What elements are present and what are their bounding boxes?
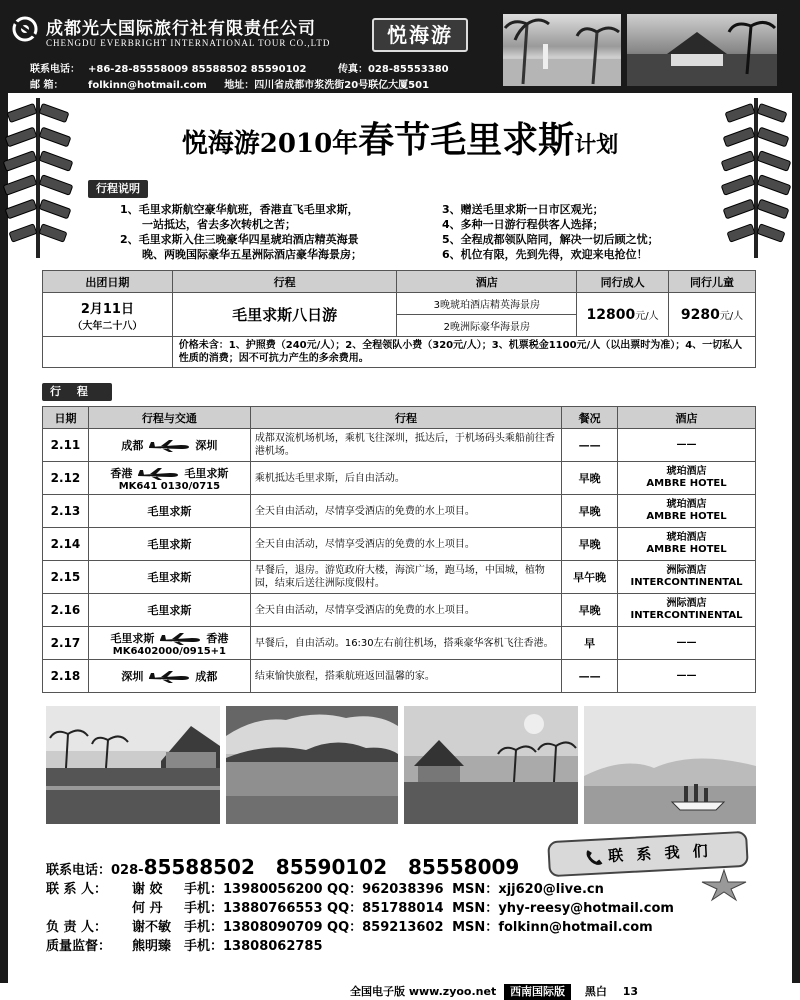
departure-date: 2月11日 (80, 301, 134, 317)
contact-us-label: 联 系 我 们 (607, 841, 713, 866)
itinerary-row (43, 528, 756, 561)
adult-price-unit: 元/人 (635, 310, 659, 322)
col-header: 出团日期 (43, 271, 173, 293)
col-header: 行程 (172, 271, 397, 293)
hotel-name-cn: —— (676, 637, 697, 648)
itinerary-table (42, 406, 756, 693)
route-from: 毛里求斯 (110, 631, 155, 645)
hotel-name-en: INTERCONTINENTAL (630, 610, 743, 621)
page-title (110, 112, 690, 164)
title-part-1: 悦海游2010年 (181, 129, 359, 159)
route-from: 毛里求斯 (147, 571, 192, 584)
hotel-name-en: AMBRE HOTEL (646, 478, 727, 489)
itinerary-meal: 早 (562, 627, 618, 660)
plane-icon (136, 467, 180, 481)
itinerary-hotel (618, 528, 756, 561)
contact-email-line (30, 76, 429, 91)
itinerary-hotel (618, 594, 756, 627)
itinerary-hotel (618, 462, 756, 495)
itinerary-date: 2.18 (43, 660, 89, 693)
itinerary-route (88, 462, 250, 495)
contact-name: 谢 姣 (132, 882, 163, 897)
col-header: 酒店 (618, 407, 756, 429)
itinerary-description: 全天自由活动，尽情享受酒店的免费的水上项目。 (250, 594, 561, 627)
footer-color: 黑白 (584, 985, 607, 998)
contact-role: 联 系 人： (46, 882, 108, 897)
contact-qq: 851788014 (362, 901, 444, 916)
departure-date-cell (43, 293, 173, 337)
contact-mobile: 13980056200 (223, 882, 323, 897)
col-header: 行程与交通 (88, 407, 250, 429)
contact-msn-label: MSN： (452, 920, 499, 935)
itinerary-date: 2.11 (43, 429, 89, 462)
itinerary-hotel (618, 660, 756, 693)
company-name-cn: 成都光大国际旅行社有限责任公司 (46, 19, 316, 39)
header-photo-beach (503, 14, 621, 86)
itinerary-date: 2.14 (43, 528, 89, 561)
itinerary-hotel (618, 429, 756, 462)
intro-item: 晚、两晚国际豪华五星洲际酒店豪华海景房； (142, 248, 362, 261)
itinerary-description: 全天自由活动，尽情享受酒店的免费的水上项目。 (250, 495, 561, 528)
itinerary-date: 2.12 (43, 462, 89, 495)
email-value: folkinn@hotmail.com (88, 80, 207, 91)
route-to: 成都 (195, 670, 218, 683)
firecracker-left-icon (0, 98, 78, 258)
hotel-name-cn: 洲际酒店 (666, 565, 707, 576)
itinerary-meal: 早晚 (562, 594, 618, 627)
contact-qq-label: QQ： (327, 920, 363, 935)
title-part-2: 春节毛里求斯 (358, 119, 575, 161)
contact-person-row (46, 880, 674, 899)
itinerary-description: 乘机抵达毛里求斯，后自由活动。 (250, 462, 561, 495)
contact-qq-label: QQ： (327, 882, 363, 897)
itinerary-route (88, 561, 250, 594)
col-header: 酒店 (397, 271, 577, 293)
contact-mobile-label: 手机： (184, 901, 224, 916)
itinerary-row (43, 594, 756, 627)
itinerary-date: 2.13 (43, 495, 89, 528)
adult-price-cell (577, 293, 669, 337)
header-photo-resort (627, 14, 777, 86)
contact-person-row (46, 937, 674, 956)
route-from: 毛里求斯 (147, 538, 192, 551)
contact-phone-value: +86-28-85558009 85588502 85590102 (88, 64, 307, 75)
itinerary-row (43, 660, 756, 693)
itinerary-description: 早餐后，自由活动。16:30左右前往机场，搭乘豪华客机飞往香港。 (250, 627, 561, 660)
contact-qq: 962038396 (362, 882, 444, 897)
contact-msn-label: MSN： (452, 882, 499, 897)
contact-tel-label: 联系电话： (46, 863, 112, 878)
hotel-name-en: AMBRE HOTEL (646, 511, 727, 522)
brand-badge: 悦海游 (372, 18, 468, 52)
hotel-2: 2晚洲际豪华海景房 (397, 315, 577, 337)
photo-resort-pool (46, 706, 220, 824)
itinerary-date: 2.16 (43, 594, 89, 627)
itinerary-hotel (618, 561, 756, 594)
itinerary-route (88, 495, 250, 528)
child-price-unit: 元/人 (719, 310, 744, 322)
itinerary-route (88, 660, 250, 693)
contact-msn: xjj620@live.cn (498, 882, 604, 897)
contact-person-row (46, 918, 674, 937)
hotel-name-en: INTERCONTINENTAL (630, 577, 743, 588)
itinerary-date: 2.15 (43, 561, 89, 594)
contact-person-list (46, 880, 674, 956)
itinerary-meal: —— (562, 429, 618, 462)
contact-mobile-label: 手机： (184, 920, 224, 935)
plane-icon (147, 670, 191, 684)
photo-boat (584, 706, 756, 824)
route-to: 毛里求斯 (184, 466, 229, 480)
contact-mobile-label: 手机： (184, 882, 224, 897)
contact-mobile: 13808062785 (223, 939, 323, 954)
route-from: 深圳 (121, 670, 144, 683)
contact-role: 负 责 人： (46, 920, 108, 935)
flight-number: MK6402000/0915+1 (112, 645, 226, 657)
hotel-name-cn: 琥珀酒店 (666, 532, 707, 543)
intro-item: 5、全程成都领队陪同，解决一切后顾之忧； (442, 233, 659, 246)
itinerary-meal: 早午晚 (562, 561, 618, 594)
photo-lagoon (226, 706, 398, 824)
itinerary-route (88, 594, 250, 627)
contact-tel-numbers: 85588502 85590102 85558009 (143, 855, 520, 879)
intro-item: 6、机位有限，先到先得，欢迎来电抢位！ (442, 248, 648, 261)
itinerary-description: 结束愉快旅程，搭乘航班返回温馨的家。 (250, 660, 561, 693)
col-header: 日期 (43, 407, 89, 429)
plane-icon (147, 439, 191, 453)
itinerary-row (43, 429, 756, 462)
footer-edition: 全国电子版 www.zyoo.net (350, 985, 497, 998)
plane-icon (158, 632, 202, 646)
itinerary-header (43, 407, 756, 429)
footer (350, 984, 638, 1000)
intro-item: 一站抵达，省去多次转机之苦； (142, 218, 296, 231)
contact-name: 谢不敏 (132, 920, 172, 935)
header-banner (0, 0, 800, 93)
itinerary-meal: 早晚 (562, 462, 618, 495)
footer-page-number: 13 (622, 985, 639, 998)
col-header: 同行成人 (577, 271, 669, 293)
hotel-name-cn: —— (676, 439, 697, 450)
price-table (42, 270, 756, 368)
itinerary-date: 2.17 (43, 627, 89, 660)
itinerary-section-label: 行 程 (42, 383, 112, 401)
contact-msn: folkinn@hotmail.com (498, 920, 653, 935)
title-part-3: 计划 (574, 132, 619, 158)
photo-villas (404, 706, 578, 824)
hotel-name-cn: 琥珀酒店 (666, 466, 707, 477)
company-name-en: CHENGDU EVERBRIGHT INTERNATIONAL TOUR CO.,LTD (46, 38, 331, 48)
intro-section-label: 行程说明 (88, 180, 148, 198)
contact-mobile-label: 手机： (184, 939, 224, 954)
itinerary-meal: 早晚 (562, 528, 618, 561)
contact-tel-row (46, 855, 674, 880)
itinerary-row (43, 462, 756, 495)
route-from: 香港 (110, 466, 133, 480)
intro-item: 3、赠送毛里求斯一日市区观光； (442, 203, 604, 216)
excluded-row (43, 337, 756, 368)
starfish-icon (700, 868, 748, 902)
departure-date-note: （大年二十八） (72, 320, 143, 332)
company-logo-icon (8, 14, 42, 44)
fax-label: 传真： (337, 64, 368, 75)
intro-item: 4、多种一日游行程供客人选择； (442, 218, 604, 231)
contact-mobile: 13808090709 (223, 920, 323, 935)
child-price-cell (669, 293, 756, 337)
itinerary-route (88, 429, 250, 462)
intro-left-list (120, 202, 430, 262)
route-to: 香港 (206, 631, 229, 645)
itinerary-meal: 早晚 (562, 495, 618, 528)
hotel-name-cn: 洲际酒店 (666, 598, 707, 609)
contact-person-row (46, 899, 674, 918)
contact-msn: yhy-reesy@hotmail.com (498, 901, 674, 916)
itinerary-description: 成都双流机场机场，乘机飞往深圳，抵达后，于机场码头乘船前往香港机场。 (250, 429, 561, 462)
contact-role: 质量监督： (46, 939, 112, 954)
hotel-name-en: AMBRE HOTEL (646, 544, 727, 555)
contact-info (46, 855, 674, 956)
hotel-name-cn: 琥珀酒店 (666, 499, 707, 510)
child-price: 9280 (680, 306, 720, 323)
contact-phone-label: 联系电话： (30, 64, 80, 75)
route-to: 深圳 (195, 439, 218, 452)
price-excluded: 价格未含：1、护照费（240元/人）；2、全程领队小费（320元/人）；3、机票税金1100元/人（以出票时为准）；4、一切私人性质的消费；因不可抗力产生的多余费用。 (172, 337, 755, 368)
intro-right-list (442, 202, 742, 262)
itinerary-description: 早餐后，退房。游览政府大楼，海滨广场，跑马场，中国城，植物园，结束后送往洲际度假村。 (250, 561, 561, 594)
tour-name: 毛里求斯八日游 (172, 293, 397, 337)
itinerary-body (43, 429, 756, 693)
itinerary-row (43, 561, 756, 594)
itinerary-meal: —— (562, 660, 618, 693)
fax-value: 028-85553380 (367, 64, 449, 75)
hotel-name-cn: —— (676, 670, 697, 681)
itinerary-route (88, 528, 250, 561)
price-table-header (43, 271, 756, 293)
footer-region: 西南国际版 (504, 984, 571, 1000)
contact-msn-label: MSN： (452, 901, 499, 916)
contact-name: 何 丹 (132, 901, 163, 916)
itinerary-hotel (618, 495, 756, 528)
itinerary-row (43, 627, 756, 660)
contact-mobile: 13880766553 (223, 901, 323, 916)
route-from: 成都 (121, 439, 144, 452)
contact-name: 熊明臻 (132, 939, 172, 954)
adult-price: 12800 (586, 306, 636, 323)
intro-item: 2、毛里求斯入住三晚豪华四星琥珀酒店精英海景 (120, 233, 359, 246)
contact-phone-line (30, 60, 449, 75)
email-label: 邮 箱： (30, 80, 64, 91)
intro-item: 1、毛里求斯航空豪华航班，香港直飞毛里求斯， (120, 203, 359, 216)
address-value: 四川省成都市浆洗街20号联亿大厦501 (254, 80, 430, 91)
flight-number: MK641 0130/0715 (118, 480, 221, 492)
address-label: 地址： (224, 80, 255, 91)
route-from: 毛里求斯 (147, 604, 192, 617)
itinerary-description: 全天自由活动，尽情享受酒店的免费的水上项目。 (250, 528, 561, 561)
contact-tel-prefix: 028- (111, 863, 144, 878)
col-header: 同行儿童 (669, 271, 756, 293)
itinerary-route (88, 627, 250, 660)
price-row (43, 293, 756, 315)
contact-qq-label: QQ： (327, 901, 363, 916)
col-header: 餐况 (562, 407, 618, 429)
route-from: 毛里求斯 (147, 505, 192, 518)
hotel-1: 3晚琥珀酒店精英海景房 (397, 293, 577, 315)
col-header: 行程 (250, 407, 561, 429)
contact-qq: 859213602 (362, 920, 444, 935)
itinerary-row (43, 495, 756, 528)
itinerary-hotel (618, 627, 756, 660)
